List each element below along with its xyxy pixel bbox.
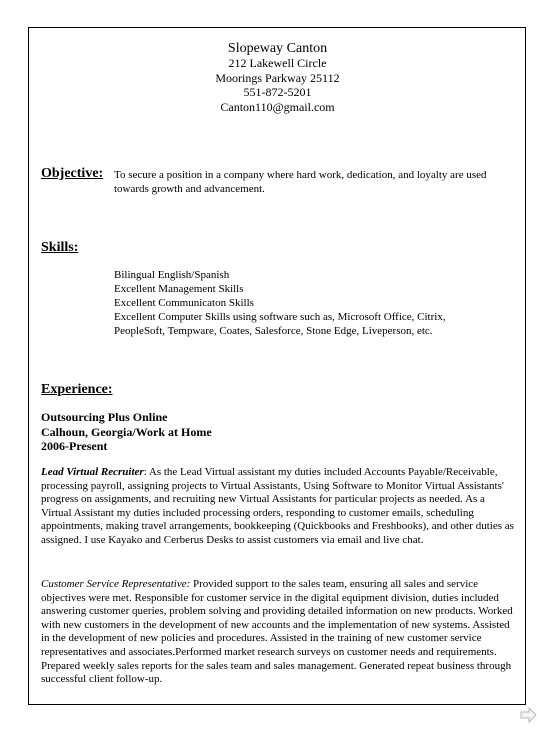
role-customer-service-representative bbox=[41, 578, 516, 687]
phone-number: 551-872-5201 bbox=[243, 85, 312, 99]
skill-item: Excellent Computer Skills using software such as, Microsoft Office, Citrix, bbox=[114, 311, 446, 323]
role-title: Lead Virtual Recruiter bbox=[41, 466, 144, 478]
company-location: Calhoun, Georgia/Work at Home bbox=[41, 424, 212, 439]
address-line-2: Moorings Parkway 25112 bbox=[215, 70, 340, 85]
role-title: Customer Service Representative: bbox=[41, 578, 191, 590]
skill-item: Excellent Communicaton Skills bbox=[114, 297, 254, 309]
role-lead-virtual-recruiter bbox=[41, 466, 516, 548]
experience-heading: Experience: bbox=[41, 382, 113, 397]
email-address: Canton110@gmail.com bbox=[220, 99, 335, 114]
applicant-name: Slopeway Canton bbox=[227, 41, 328, 56]
skills-list bbox=[114, 268, 514, 338]
skill-item: Bilingual English/Spanish bbox=[114, 269, 230, 281]
role-description: Provided support to the sales team, ensuring all sales and service objectives were met. Responsible for customer service in the digital equipment division, duties included answering customer queries, problem solving and providing detailed information on new products. Worked with new customers in the development of new accounts and the implementation of new systems. Assisted in the development of new policies and procedures. Assisted in the training of new customer service representatives and associates.Performed market research surveys on customer needs and requirements. Prepared weekly sales reports for the sales team and sales management. Generated repeat business through successful client follow-up. bbox=[41, 578, 513, 686]
role-title-separator: : bbox=[143, 466, 147, 478]
skill-item: Excellent Management Skills bbox=[114, 283, 244, 295]
contact-header bbox=[0, 41, 555, 114]
employment-dates: 2006-Present bbox=[41, 439, 108, 453]
address-line-1: 212 Lakewell Circle bbox=[228, 56, 327, 70]
skills-heading: Skills: bbox=[41, 240, 79, 255]
objective-text: To secure a position in a company where hard work, dedication, and loyalty are used towards growth and advancement. bbox=[114, 169, 487, 195]
employer-block bbox=[41, 410, 212, 454]
skill-item: PeopleSoft, Tempware, Coates, Salesforce, Stone Edge, Liveperson, etc. bbox=[114, 325, 433, 337]
next-page-arrow-icon[interactable] bbox=[519, 706, 537, 724]
role-description: As the Lead Virtual assistant my duties included Accounts Payable/Receivable, processing payroll, assigning projects to Virtual Assistants, Using Software to Monitor Virtual Assistants' progress on assignments, and recruiting new Virtual Assistants for particular projects as needed. As a Virtual Assistant my duties included processing orders, responding to customer emails, scheduling appointments, making travel arrangements, bookkeeping (Quickbooks and Freshbooks), and other duties as assigned. I use Kayako and Cerberus Desks to assist customers via email and live chat. bbox=[41, 466, 514, 546]
company-name: Outsourcing Plus Online bbox=[41, 410, 168, 424]
objective-heading: Objective: bbox=[41, 166, 104, 181]
